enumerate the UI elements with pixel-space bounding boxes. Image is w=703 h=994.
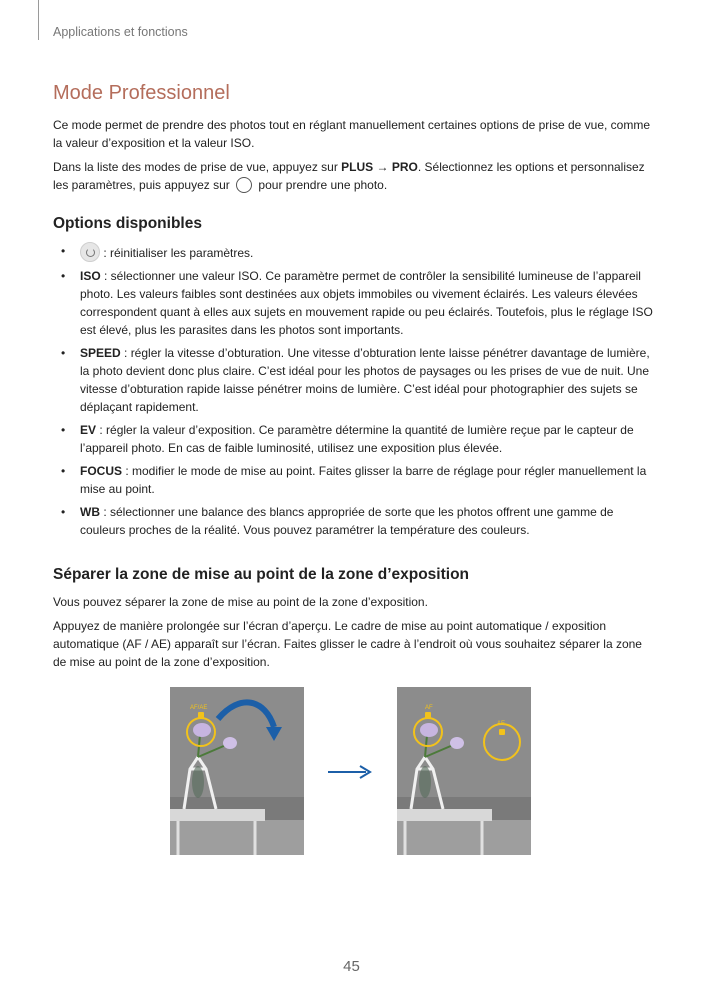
separate-paragraph-1: Vous pouvez séparer la zone de mise au point de la zone d’exposition. (53, 595, 428, 609)
options-list (53, 242, 653, 544)
intro-paragraph-2: Dans la liste des modes de prise de vue, appuyez sur PLUS → PRO. Sélectionnez les options et personnalisez les paramètres, puis appuyez sur pour prendre une photo. (53, 160, 645, 192)
shutter-button-icon (236, 177, 252, 193)
running-header: Applications et fonctions (53, 25, 188, 39)
list-item: • WB : sélectionner une balance des blancs appropriée de sorte que les photos offrent une gamme de couleurs proches de la réalité. Vous pouvez paramétrer la température des couleurs. (53, 503, 653, 539)
page-number: 45 (343, 958, 360, 975)
pro-keyword: PRO (391, 160, 418, 174)
list-item: • ISO : sélectionner une valeur ISO. Ce paramètre permet de contrôler la sensibilité lumineuse de l’appareil photo. Les valeurs faibles sont destinées aux objets immobiles ou vivement éclairés. Les valeurs élevées correspondent quant à elles aux sujets en mouvement rapide ou peu éclairés. Toutefois, plus le réglage ISO est élevé, plus les parasites dans les photos sont importants. (53, 267, 653, 339)
ae-label: AE (497, 721, 506, 727)
intro-paragraph-1: Ce mode permet de prendre des photos tout en réglant manuellement certaines options de prise de vue, comme la valeur d’exposition et la valeur ISO. (53, 118, 651, 150)
page-title: Mode Professionnel (53, 82, 230, 104)
options-heading: Options disponibles (53, 215, 202, 232)
list-item: • FOCUS : modifier le mode de mise au point. Faites glisser la barre de réglage pour régler manuellement la mise au point. (53, 462, 653, 498)
list-item: • EV : régler la valeur d’exposition. Ce paramètre détermine la quantité de lumière reçue par le capteur de l’appareil photo. En cas de faible luminosité, utilisez une exposition plus élevée. (53, 421, 653, 457)
list-item: • : réinitialiser les paramètres. (53, 242, 653, 262)
header-rule (38, 0, 39, 40)
af-label: AF (425, 705, 433, 711)
separate-paragraph-2: Appuyez de manière prolongée sur l’écran d’aperçu. Le cadre de mise au point automatique / exposition automatique (AF / AE) apparaît sur l’écran. Faites glisser le cadre à l’endroit où vous souhaitez séparer la zone de mise au point de la zone d’exposition. (53, 619, 642, 669)
preview-photo-after (397, 687, 531, 855)
af-ae-label: AF/AE (190, 705, 208, 711)
right-arrow-icon (326, 762, 374, 782)
preview-photo-before (170, 687, 304, 855)
reset-icon (80, 242, 100, 262)
list-item: • SPEED : régler la vitesse d’obturation. Une vitesse d’obturation lente laisse pénétrer davantage de lumière, la photo devient donc plus claire. C’est idéal pour les photos de paysages ou les prises de vue de nuit. Une vitesse d’obturation rapide laisse pénétrer moins de lumière. C’est idéal pour photographier des sujets se déplaçant rapidement. (53, 344, 653, 416)
separate-heading: Séparer la zone de mise au point de la zone d’exposition (53, 566, 470, 583)
plus-keyword: PLUS (341, 160, 374, 174)
